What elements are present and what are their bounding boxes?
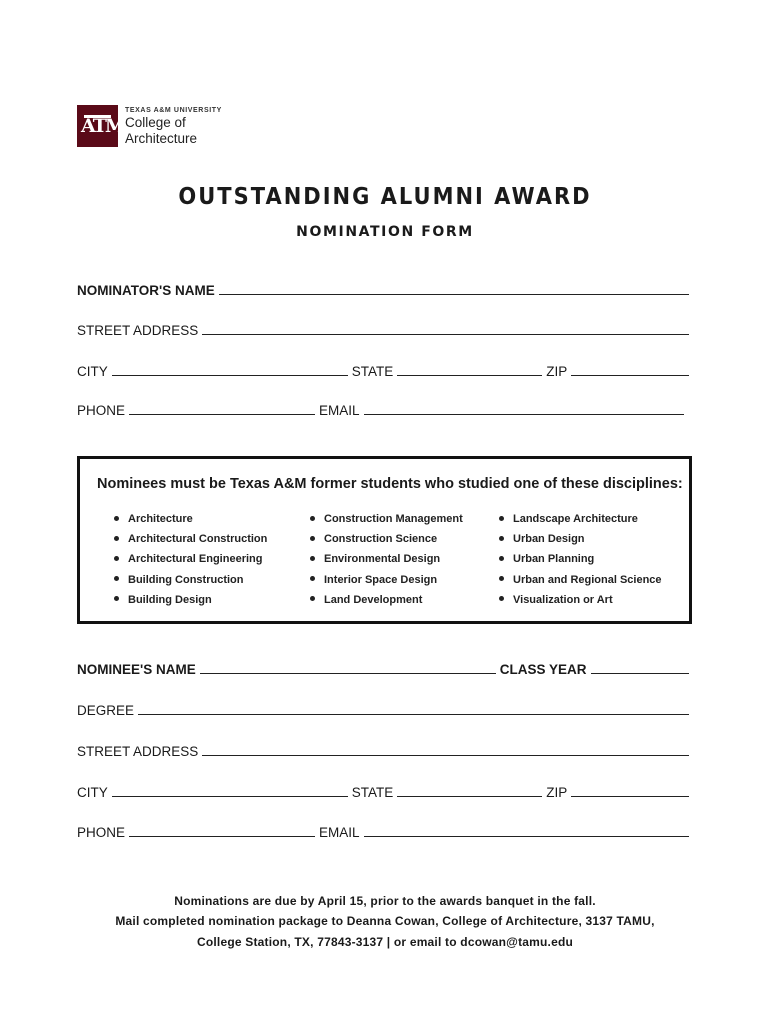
discipline-item: Land Development xyxy=(310,590,463,610)
discipline-item: Architectural Engineering xyxy=(114,549,267,569)
nominee-zip-label: ZIP xyxy=(546,785,568,800)
discipline-item: Environmental Design xyxy=(310,549,463,569)
discipline-item: Building Construction xyxy=(114,570,267,590)
nominee-state-label: STATE xyxy=(351,785,394,800)
nominee-street-row xyxy=(77,744,689,759)
nominee-email-field[interactable] xyxy=(364,825,689,837)
discipline-item: Construction Management xyxy=(310,509,463,529)
nominator-city-row xyxy=(77,364,689,379)
nominator-zip-label: ZIP xyxy=(546,364,568,379)
nominator-name-label: NOMINATOR'S NAME xyxy=(77,283,215,298)
nominator-phone-label: PHONE xyxy=(77,403,126,418)
nominee-phone-label: PHONE xyxy=(77,825,126,840)
nominee-city-row xyxy=(77,785,689,800)
discipline-item: Architecture xyxy=(114,509,267,529)
nominee-zip-field[interactable] xyxy=(571,785,689,797)
atm-logo-icon: ATM xyxy=(77,105,118,147)
nominator-state-field[interactable] xyxy=(397,364,542,376)
nominee-name-field[interactable] xyxy=(200,662,496,674)
nominator-street-row xyxy=(77,323,689,338)
discipline-item: Architectural Construction xyxy=(114,529,267,549)
logo-college-line1: College of xyxy=(125,115,186,130)
disciplines-column-1 xyxy=(114,509,267,610)
footer-mail-instructions: Mail completed nomination package to Deanna Cowan, College of Architecture, 3137 TAMU, xyxy=(115,914,655,928)
discipline-item: Interior Space Design xyxy=(310,570,463,590)
nominee-street-field[interactable] xyxy=(202,744,689,756)
disciplines-column-3 xyxy=(499,509,662,610)
nominator-zip-field[interactable] xyxy=(571,364,689,376)
discipline-item: Building Design xyxy=(114,590,267,610)
nominator-state-label: STATE xyxy=(351,364,394,379)
nominee-degree-label: DEGREE xyxy=(77,703,135,718)
nominee-degree-field[interactable] xyxy=(138,703,689,715)
form-title: OUTSTANDING ALUMNI AWARD xyxy=(178,182,592,210)
nominator-name-field[interactable] xyxy=(219,283,689,295)
class-year-field[interactable] xyxy=(591,662,690,674)
discipline-item: Landscape Architecture xyxy=(499,509,662,529)
nominator-phone-field[interactable] xyxy=(129,403,315,415)
nominee-state-field[interactable] xyxy=(397,785,542,797)
nominee-phone-row xyxy=(77,825,689,840)
discipline-item: Construction Science xyxy=(310,529,463,549)
nominee-city-label: CITY xyxy=(77,785,108,800)
discipline-item: Visualization or Art xyxy=(499,590,662,610)
disciplines-heading: Nominees must be Texas A&M former students who studied one of these disciplines: xyxy=(97,476,683,492)
nominator-email-label: EMAIL xyxy=(319,403,360,418)
form-subtitle: NOMINATION FORM xyxy=(296,224,474,240)
nominator-street-label: STREET ADDRESS xyxy=(77,323,199,338)
disciplines-column-2 xyxy=(310,509,463,610)
nominator-city-field[interactable] xyxy=(112,364,348,376)
logo-college-line2: Architecture xyxy=(125,131,198,146)
nominee-phone-field[interactable] xyxy=(129,825,315,837)
class-year-label: CLASS YEAR xyxy=(499,662,587,677)
disciplines-box xyxy=(77,456,692,624)
college-logo xyxy=(77,105,222,147)
discipline-item: Urban and Regional Science xyxy=(499,570,662,590)
nominee-street-label: STREET ADDRESS xyxy=(77,744,199,759)
discipline-item: Urban Design xyxy=(499,529,662,549)
footer-contact: College Station, TX, 77843-3137 | or email to dcowan@tamu.edu xyxy=(196,935,574,949)
nominee-email-label: EMAIL xyxy=(319,825,360,840)
nominator-phone-row xyxy=(77,403,689,418)
nominee-city-field[interactable] xyxy=(112,785,348,797)
logo-wordmark xyxy=(125,106,222,147)
nominee-name-label: NOMINEE'S NAME xyxy=(77,662,196,677)
discipline-item: Urban Planning xyxy=(499,549,662,569)
logo-university: TEXAS A&M UNIVERSITY xyxy=(125,107,222,114)
nominee-name-row xyxy=(77,662,689,677)
footer-deadline: Nominations are due by April 15, prior to the awards banquet in the fall. xyxy=(174,894,596,908)
nominator-city-label: CITY xyxy=(77,364,108,379)
nominator-street-field[interactable] xyxy=(202,323,689,335)
nominator-name-row xyxy=(77,283,689,298)
nominator-email-field[interactable] xyxy=(364,403,684,415)
nominee-degree-row xyxy=(77,703,689,718)
